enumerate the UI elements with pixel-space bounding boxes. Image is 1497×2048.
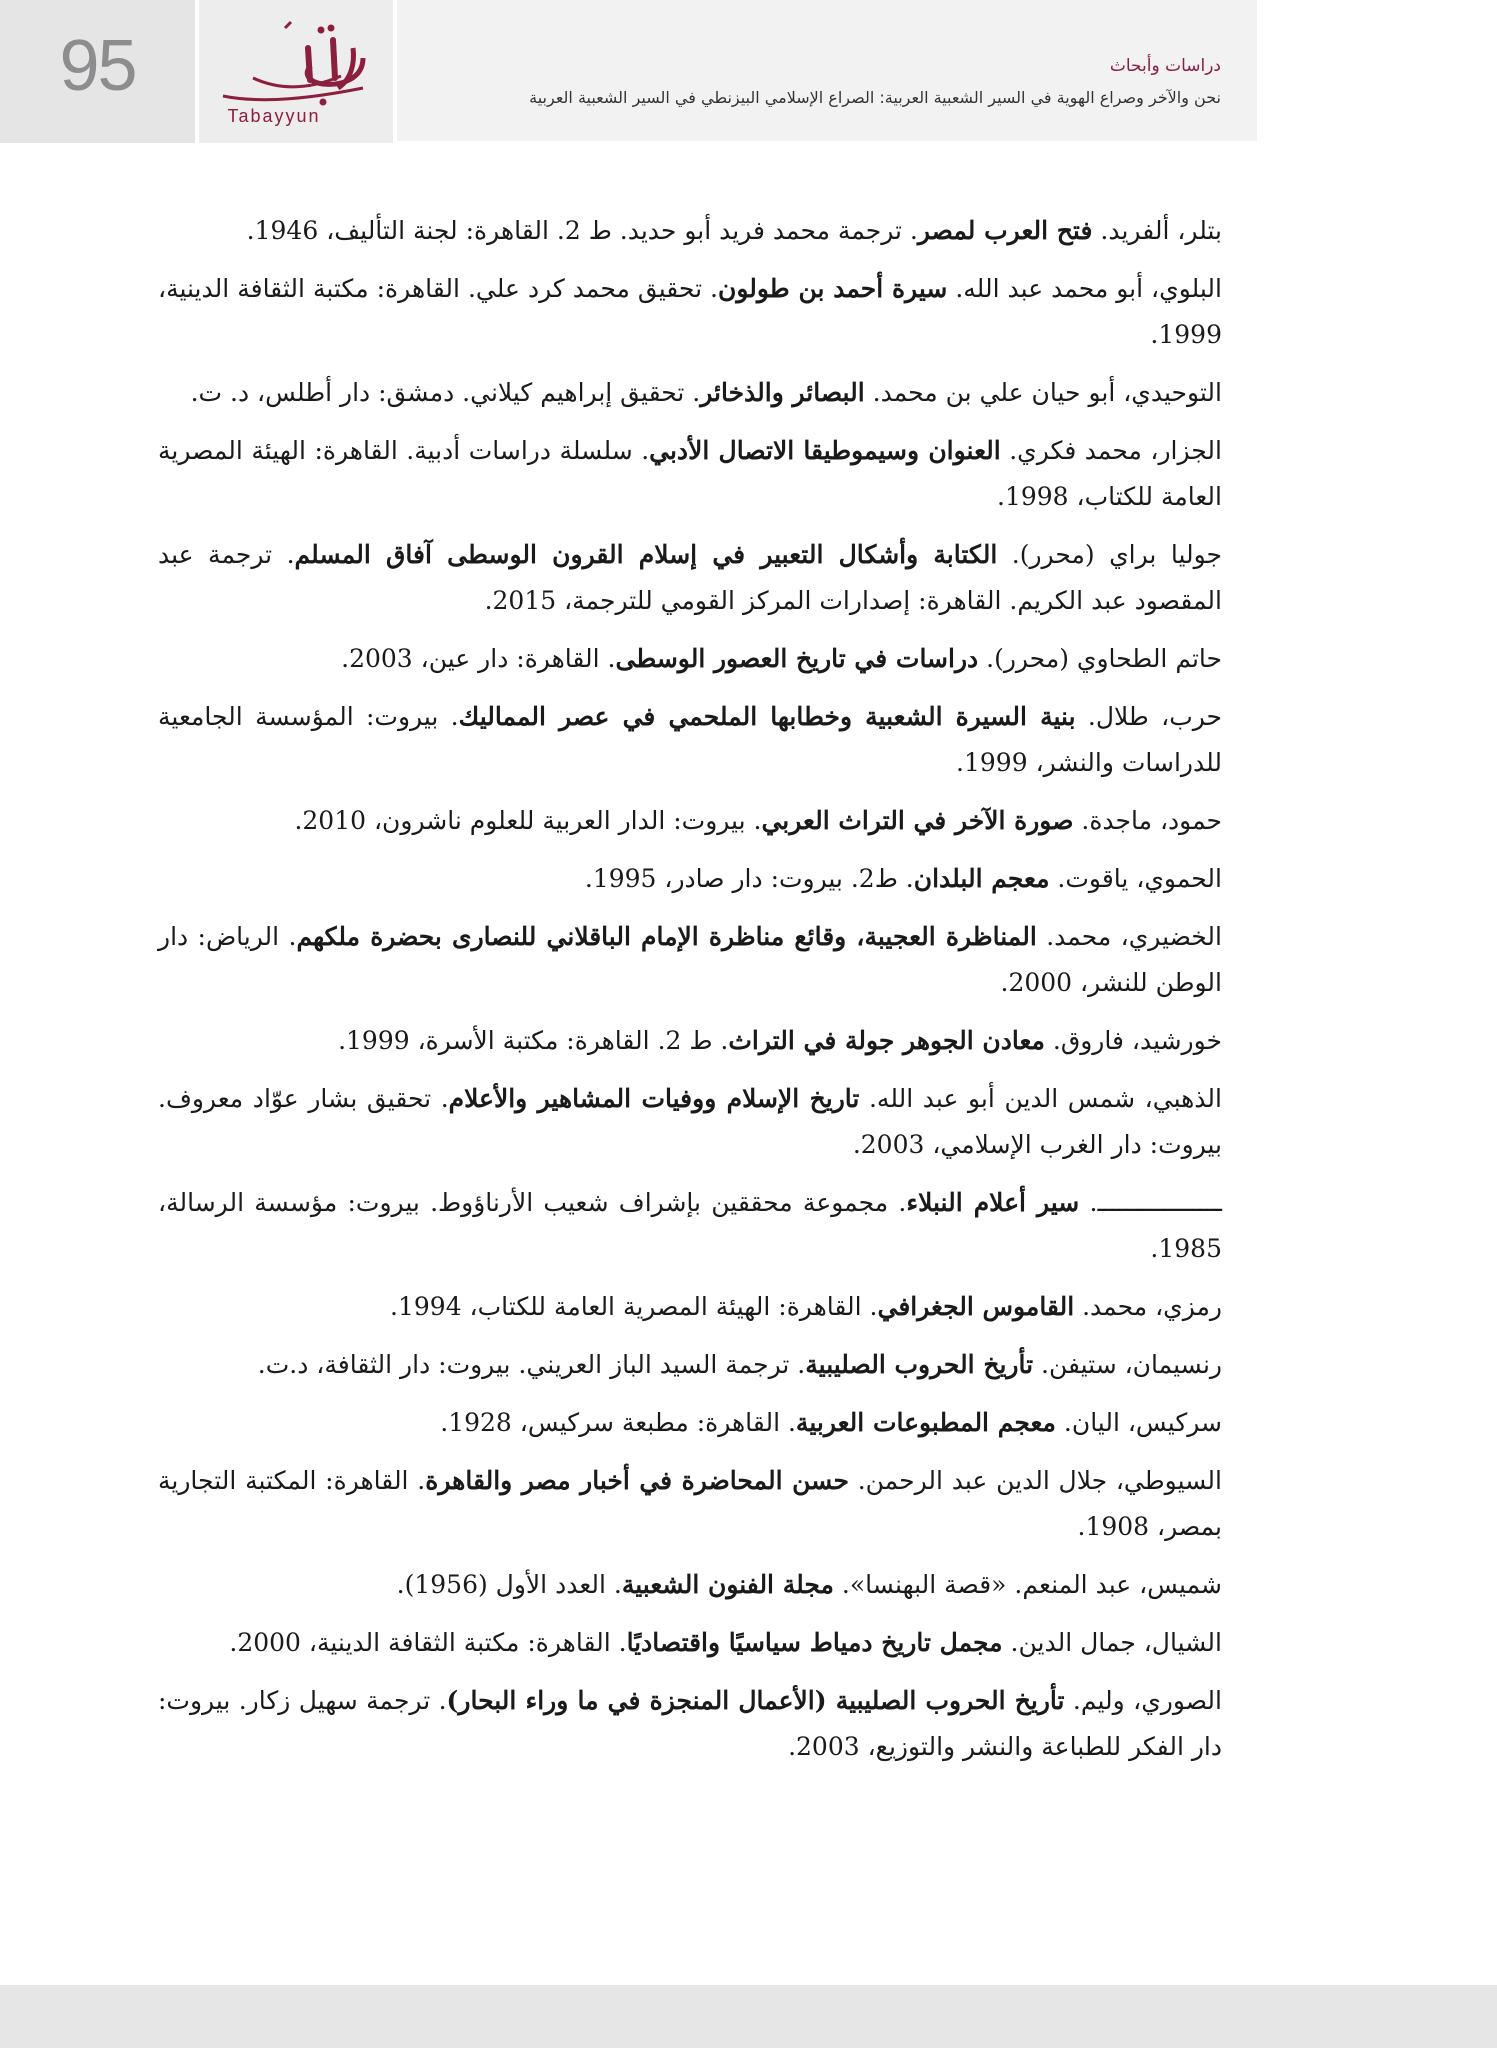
page-number: 95 (59, 26, 136, 106)
reference-title: القاموس الجغرافي (877, 1292, 1075, 1321)
reference-entry (158, 1342, 1222, 1388)
reference-title: معجم البلدان (913, 864, 1050, 893)
reference-entry (158, 1076, 1222, 1168)
reference-author: بتلر، ألفريد. (1092, 216, 1222, 245)
reference-title: البصائر والذخائر (700, 378, 865, 407)
reference-details: . القاهرة: المكتبة التجارية بمصر، 1908. (158, 1466, 1222, 1541)
reference-author: شميس، عبد المنعم. «قصة البهنسا». (833, 1570, 1222, 1599)
reference-author: الذهبي، شمس الدين أبو عبد الله. (859, 1084, 1222, 1113)
reference-title: فتح العرب لمصر (917, 216, 1093, 245)
reference-title: مجمل تاريخ دمياط سياسيًا واقتصاديًا (626, 1628, 1003, 1657)
reference-details: . تحقيق بشار عوّاد معروف. بيروت: دار الغرب الإسلامي، 2003. (158, 1084, 1222, 1159)
page-header (0, 0, 1497, 143)
reference-author: رمزي، محمد. (1074, 1292, 1222, 1321)
reference-details: . ط2. بيروت: دار صادر، 1995. (584, 864, 914, 893)
reference-author: خورشيد، فاروق. (1044, 1026, 1222, 1055)
reference-title: المناظرة العجيبة، وقائع مناظرة الإمام الباقلاني للنصارى بحضرة ملكهم (296, 922, 1037, 951)
reference-details: . القاهرة: مطبعة سركيس، 1928. (440, 1408, 796, 1437)
reference-details: . القاهرة: الهيئة المصرية العامة للكتاب، 1994. (390, 1292, 878, 1321)
reference-details: . ترجمة محمد فريد أبو حديد. ط 2. القاهرة: لجنة التأليف، 1946. (246, 216, 918, 245)
section-label: دراسات وأبحاث (1109, 56, 1221, 76)
reference-entry (158, 856, 1222, 902)
reference-author: التوحيدي، أبو حيان علي بن محمد. (864, 378, 1222, 407)
reference-entry (158, 914, 1222, 1006)
reference-author: رنسيمان، ستيفن. (1033, 1350, 1222, 1379)
reference-entry (158, 266, 1222, 358)
reference-author: البلوي، أبو محمد عبد الله. (947, 274, 1222, 303)
reference-author: الشيال، جمال الدين. (1002, 1628, 1222, 1657)
reference-title: سيرة أحمد بن طولون (717, 274, 948, 303)
reference-entry (158, 1400, 1222, 1446)
reference-author: جوليا براي (محرر). (997, 540, 1222, 569)
reference-title: مجلة الفنون الشعبية (621, 1570, 834, 1599)
reference-entry (158, 532, 1222, 624)
reference-title: معادن الجوهر جولة في التراث (728, 1026, 1045, 1055)
reference-title: صورة الآخر في التراث العربي (761, 806, 1074, 835)
reference-details: . القاهرة: دار عين، 2003. (341, 644, 616, 673)
reference-entry (158, 1018, 1222, 1064)
bibliography-list (158, 208, 1222, 1782)
reference-entry (158, 694, 1222, 786)
reference-details: . مجموعة محققين بإشراف شعيب الأرناؤوط. بيروت: مؤسسة الرسالة، 1985. (158, 1188, 1222, 1263)
reference-entry (158, 1678, 1222, 1770)
reference-title: تأريخ الحروب الصليبية (805, 1350, 1034, 1379)
reference-entry (158, 1284, 1222, 1330)
reference-entry (158, 370, 1222, 416)
reference-details: . بيروت: الدار العربية للعلوم ناشرون، 2010. (294, 806, 762, 835)
reference-details: . ترجمة السيد الباز العريني. بيروت: دار الثقافة، د.ت. (257, 1350, 806, 1379)
reference-title: حسن المحاضرة في أخبار مصر والقاهرة (425, 1466, 849, 1495)
logo-latin-text: Tabayyun (227, 106, 321, 126)
page-number-box (0, 0, 195, 143)
reference-entry (158, 1620, 1222, 1666)
reference-title: سير أعلام النبلاء (906, 1188, 1080, 1217)
reference-details: . بيروت: المؤسسة الجامعية للدراسات والنشر، 1999. (158, 702, 1222, 777)
reference-author: الجزار، محمد فكري. (1000, 436, 1222, 465)
reference-details: . ط 2. القاهرة: مكتبة الأسرة، 1999. (338, 1026, 729, 1055)
journal-logo (199, 0, 393, 143)
reference-entry (158, 208, 1222, 254)
reference-author: السيوطي، جلال الدين عبد الرحمن. (848, 1466, 1222, 1495)
reference-author: الصوري، وليم. (1064, 1686, 1222, 1715)
reference-entry (158, 1562, 1222, 1608)
reference-title: دراسات في تاريخ العصور الوسطى (615, 644, 979, 673)
reference-author: الحموي، ياقوت. (1049, 864, 1222, 893)
reference-author: حرب، طلال. (1075, 702, 1223, 731)
reference-title: تاريخ الإسلام ووفيات المشاهير والأعلام (448, 1084, 860, 1113)
reference-title: معجم المطبوعات العربية (795, 1408, 1056, 1437)
reference-details: . الرياض: دار الوطن للنشر، 2000. (158, 922, 1222, 997)
reference-title: العنوان وسيموطيقا الاتصال الأدبي (649, 436, 1001, 465)
reference-entry (158, 636, 1222, 682)
reference-entry (158, 1458, 1222, 1550)
reference-details: . العدد الأول (1956). (396, 1570, 622, 1599)
reference-entry (158, 1180, 1222, 1272)
reference-title: تأريخ الحروب الصليبية (الأعمال المنجزة في ما وراء البحار) (446, 1686, 1065, 1715)
reference-details: . تحقيق إبراهيم كيلاني. دمشق: دار أطلس، د. ت. (190, 378, 701, 407)
reference-details: . القاهرة: مكتبة الثقافة الدينية، 2000. (229, 1628, 627, 1657)
reference-author: ـــــــــــــــــ. (1079, 1188, 1222, 1217)
logo-mark-icon (213, 18, 383, 108)
reference-author: حاتم الطحاوي (محرر). (978, 644, 1222, 673)
reference-author: حمود، ماجدة. (1073, 806, 1222, 835)
footer-band (0, 1985, 1497, 2048)
running-title: نحن والآخر وصراع الهوية في السير الشعبية العربية: الصراع الإسلامي البيزنطي في السير الشعبية العربية (529, 88, 1221, 107)
reference-title: بنية السيرة الشعبية وخطابها الملحمي في عصر المماليك (458, 702, 1076, 731)
reference-details: . ترجمة سهيل زكار. بيروت: دار الفكر للطباعة والنشر والتوزيع، 2003. (158, 1686, 1222, 1761)
reference-details: . ترجمة عبد المقصود عبد الكريم. القاهرة: إصدارات المركز القومي للترجمة، 2015. (158, 540, 1222, 615)
reference-entry (158, 428, 1222, 520)
reference-title: الكتابة وأشكال التعبير في إسلام القرون الوسطى آفاق المسلم (294, 540, 998, 569)
reference-details: . تحقيق محمد كرد علي. القاهرة: مكتبة الثقافة الدينية، 1999. (158, 274, 1222, 349)
reference-author: الخضيري، محمد. (1036, 922, 1222, 951)
reference-author: سركيس، اليان. (1055, 1408, 1222, 1437)
reference-entry (158, 798, 1222, 844)
reference-details: . سلسلة دراسات أدبية. القاهرة: الهيئة المصرية العامة للكتاب، 1998. (158, 436, 1222, 511)
